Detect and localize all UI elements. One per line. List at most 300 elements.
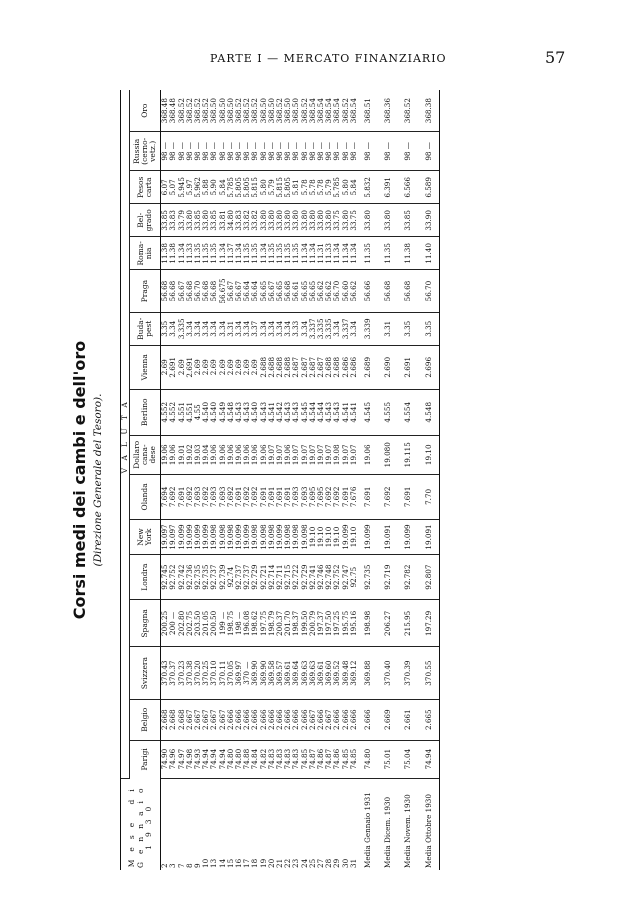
table-cell: 33.85	[194, 204, 202, 237]
table-cell: 98 —	[178, 132, 186, 171]
table-cell: 7.693	[219, 474, 227, 519]
table-cell: 7.693	[210, 474, 218, 519]
table-cell: 74.85	[350, 740, 358, 778]
table-cell: 4.554	[398, 389, 418, 435]
table-cell: 56.62	[325, 270, 333, 312]
table-cell: 92.735	[194, 554, 202, 599]
table-cell: 74.83	[268, 740, 276, 778]
table-cell: 98 —	[309, 132, 317, 171]
table-cell: 74.87	[325, 740, 333, 778]
table-cell: 19.098	[251, 519, 259, 554]
table-cell: 19.06	[227, 435, 235, 474]
table-cell: 5.84	[350, 171, 358, 204]
table-cell: 2.690	[378, 345, 398, 389]
table-cell: 33.80	[260, 204, 268, 237]
table-cell: 92.735	[358, 554, 378, 599]
table-cell: 2.686	[342, 345, 350, 389]
row-label: 8	[184, 863, 194, 868]
table-cell: 11.35	[276, 237, 284, 270]
table-cell: 33.83	[169, 204, 177, 237]
table-cell: 2.686	[350, 345, 358, 389]
col-header-date: Mese di Gennaio 1930	[121, 778, 161, 870]
row-label: 24	[299, 858, 309, 868]
table-cell: 19.06	[358, 435, 378, 474]
table-cell: 56.68	[378, 270, 398, 312]
table-cell: 33.80	[284, 204, 292, 237]
table-cell: 370.55	[419, 647, 440, 699]
table-cell: 4.549	[219, 389, 227, 435]
table-cell: 5.78	[301, 171, 309, 204]
table-cell: 369.57	[276, 647, 284, 699]
row-label: 3	[168, 863, 178, 868]
table-cell: 92.711	[276, 554, 284, 599]
table-cell: 368.54	[333, 90, 341, 132]
table-cell: 56.61	[292, 270, 300, 312]
table-cell: 92.746	[317, 554, 325, 599]
table-cell: 368.54	[350, 90, 358, 132]
table-cell: 98 —	[350, 132, 358, 171]
table-cell: 92.721	[260, 554, 268, 599]
table-cell: 2.687	[292, 345, 300, 389]
table-cell: 7.691	[284, 474, 292, 519]
table-cell: 92.729	[251, 554, 259, 599]
table-cell: 92.782	[398, 554, 418, 599]
table-cell: 11.34	[301, 237, 309, 270]
table-cell: 368.36	[378, 90, 398, 132]
table-cell: 368.52	[251, 90, 259, 132]
table-cell: 5.785	[333, 171, 341, 204]
table-cell: 98 —	[333, 132, 341, 171]
table-cell: 2.687	[317, 345, 325, 389]
table-cell: 19.02	[186, 435, 194, 474]
table-cell: 92.752	[169, 554, 177, 599]
col-header-parigi: Parigi	[130, 740, 161, 778]
table-cell: 19.06	[219, 435, 227, 474]
table-cell: 4.542	[276, 389, 284, 435]
table-cell: 56.67	[178, 270, 186, 312]
table-row	[350, 90, 358, 870]
table-cell: 5.90	[210, 171, 218, 204]
table-cell: 5.80	[342, 171, 350, 204]
table-cell: 19.10	[317, 519, 325, 554]
table-cell: 92.807	[419, 554, 440, 599]
table-cell: 4.543	[333, 389, 341, 435]
table-cell: 19.099	[186, 519, 194, 554]
table-cell: 33.80	[301, 204, 309, 237]
table-cell: 370.40	[378, 647, 398, 699]
table-cell: 7.70	[419, 474, 440, 519]
table-cell: 98 —	[194, 132, 202, 171]
table-cell: 370.25	[202, 647, 210, 699]
table-cell: 11.34	[260, 237, 268, 270]
table-cell: 56.65	[309, 270, 317, 312]
table-cell: 56.67	[227, 270, 235, 312]
table-cell: 197.29	[419, 600, 440, 647]
table-cell: 19.097	[169, 519, 177, 554]
table-cell: 7.691	[235, 474, 243, 519]
table-cell: 5.832	[358, 171, 378, 204]
table-cell: 4.552	[161, 389, 170, 435]
table-cell: 33.80	[186, 204, 194, 237]
table-cell: 19.098	[301, 519, 309, 554]
table-cell: 370.10	[210, 647, 218, 699]
table-cell: 2.667	[202, 699, 210, 740]
row-label: 28	[324, 858, 334, 868]
table-cell: 11.35	[292, 237, 300, 270]
page-number: 57	[545, 48, 566, 67]
table-cell: 198.98	[358, 600, 378, 647]
col-header-berlino: Berlino	[130, 389, 161, 435]
col-header-olanda: Olanda	[130, 474, 161, 519]
table-cell: 2.666	[268, 699, 276, 740]
table-cell: 368.48	[169, 90, 177, 132]
table-cell: 4.541	[342, 389, 350, 435]
table-cell: 75.04	[398, 740, 418, 778]
table-cell: 5.97	[186, 171, 194, 204]
table-cell: 19.07	[325, 435, 333, 474]
table-cell: 2.667	[186, 699, 194, 740]
table-cell: 92.742	[178, 554, 186, 599]
table-cell: 74.82	[260, 740, 268, 778]
table-cell: 7.691	[342, 474, 350, 519]
table-cell: 3.34	[210, 312, 218, 345]
running-title: PARTE I — MERCATO FINANZIARIO	[210, 52, 447, 65]
table-cell: 7.693	[292, 474, 300, 519]
table-cell: 3.34	[333, 312, 341, 345]
table-cell: 33.81	[219, 204, 227, 237]
table-cell: 56.68	[398, 270, 418, 312]
table-cell: 3.31	[227, 312, 235, 345]
table-cell: 33.83	[235, 204, 243, 237]
table-cell: 368.50	[219, 90, 227, 132]
row-label: 30	[340, 858, 350, 868]
table-cell: 92.75	[350, 554, 358, 599]
table-cell: 2.668	[169, 699, 177, 740]
table-cell: 369.88	[358, 647, 378, 699]
table-cell: 33.80	[325, 204, 333, 237]
table-cell: 98 —	[301, 132, 309, 171]
table-cell: 6.566	[398, 171, 418, 204]
table-cell: 7.692	[325, 474, 333, 519]
table-cell: 368.52	[194, 90, 202, 132]
table-cell: 11.35	[251, 237, 259, 270]
table-cell: 369.63	[309, 647, 317, 699]
table-cell: 3.335	[178, 312, 186, 345]
table-cell: 368.50	[268, 90, 276, 132]
table-cell: 370.38	[186, 647, 194, 699]
table-cell: 368.51	[358, 90, 378, 132]
table-cell: 33.80	[309, 204, 317, 237]
table-cell: 74.88	[243, 740, 251, 778]
table-cell: 98 —	[243, 132, 251, 171]
table-cell: 7.692	[202, 474, 210, 519]
table-cell: 7.692	[378, 474, 398, 519]
table-cell: 5.80	[260, 171, 268, 204]
table-cell: 368.52	[243, 90, 251, 132]
table-cell: 2.688	[333, 345, 341, 389]
table-cell: 2.69	[251, 345, 259, 389]
table-cell: 19.04	[202, 435, 210, 474]
table-cell: 5.805	[235, 171, 243, 204]
table-cell: 7.691	[260, 474, 268, 519]
row-label: 27	[316, 858, 326, 868]
table-cell: 7.692	[186, 474, 194, 519]
table-cell: 3.34	[276, 312, 284, 345]
table-cell: 2.688	[325, 345, 333, 389]
table-cell: 11.38	[398, 237, 418, 270]
table-cell: 98 —	[186, 132, 194, 171]
table-cell: 369.61	[284, 647, 292, 699]
table-cell: 3.337	[309, 312, 317, 345]
table-cell: 98 —	[202, 132, 210, 171]
table-cell: 195.75	[342, 600, 350, 647]
table-cell: 370.39	[398, 647, 418, 699]
table-cell: 74.87	[309, 740, 317, 778]
table-cell: 368.50	[260, 90, 268, 132]
table-cell: 4.541	[350, 389, 358, 435]
table-cell: 74.85	[301, 740, 309, 778]
table-cell: 98 —	[317, 132, 325, 171]
table-cell: 56.70	[194, 270, 202, 312]
table-cell: 33.80	[317, 204, 325, 237]
row-label: Media Gennaio 1931	[363, 792, 373, 868]
table-cell: 56.68	[169, 270, 177, 312]
table-cell: 98 —	[358, 132, 378, 171]
table-cell: 2.666	[276, 699, 284, 740]
table-cell: 2.69	[219, 345, 227, 389]
table-cell: 98 —	[419, 132, 440, 171]
table-cell: 74.94	[219, 740, 227, 778]
table-cell: 5.945	[178, 171, 186, 204]
table-cell: 198.37	[292, 600, 300, 647]
table-cell: 198.79	[268, 600, 276, 647]
table-cell: 2.691	[398, 345, 418, 389]
table-cell: 202.75	[186, 600, 194, 647]
table-cell: 2.666	[284, 699, 292, 740]
table-cell: 19.099	[178, 519, 186, 554]
table-cell: 2.667	[219, 699, 227, 740]
table-cell: 369.90	[251, 647, 259, 699]
table-cell: 4.548	[419, 389, 440, 435]
table-cell: 2.666	[235, 699, 243, 740]
table-cell: 19.099	[398, 519, 418, 554]
table-cell: 11.33	[186, 237, 194, 270]
table-cell: 6.589	[419, 171, 440, 204]
table-cell: 3.37	[251, 312, 259, 345]
table-cell: 19.07	[350, 435, 358, 474]
table-cell: 199.50	[301, 600, 309, 647]
table-cell: 3.33	[292, 312, 300, 345]
table-cell: 19.08	[333, 435, 341, 474]
table-cell: 3.34	[235, 312, 243, 345]
table-cell: 74.83	[284, 740, 292, 778]
table-cell: 74.94	[202, 740, 210, 778]
table-cell: 7.691	[178, 474, 186, 519]
table-cell: 19.115	[398, 435, 418, 474]
table-cell: 3.35	[419, 312, 440, 345]
table-cell: 2.687	[309, 345, 317, 389]
table-cell: 19.10	[350, 519, 358, 554]
table-cell: 197.50	[325, 600, 333, 647]
table-cell: 197.75	[260, 600, 268, 647]
table-cell: 2.669	[378, 699, 398, 740]
table-cell: 19.07	[292, 435, 300, 474]
table-cell: 198.62	[251, 600, 259, 647]
table-cell: 2.668	[178, 699, 186, 740]
rotated-table-area	[70, 90, 640, 870]
table-cell: 3.34	[260, 312, 268, 345]
table-cell: 92.729	[301, 554, 309, 599]
table-cell: 98 —	[260, 132, 268, 171]
table-cell: 98 —	[398, 132, 418, 171]
table-cell: 11.37	[227, 237, 235, 270]
table-cell: 33.80	[202, 204, 210, 237]
table-cell: 11.35	[358, 237, 378, 270]
table-cell: 75.01	[378, 740, 398, 778]
row-label: Media Novem. 1930	[403, 794, 413, 868]
table-cell: 369.64	[292, 647, 300, 699]
table-cell: 2.668	[161, 699, 170, 740]
row-label: 7	[176, 863, 186, 868]
table-cell: 19.07	[268, 435, 276, 474]
table-cell: 19.06	[169, 435, 177, 474]
table-cell: 368.52	[186, 90, 194, 132]
table-cell: 4.543	[292, 389, 300, 435]
row-label: 9	[193, 863, 203, 868]
row-label: 31	[348, 858, 358, 868]
table-cell: 5.815	[276, 171, 284, 204]
table-cell: 19.091	[378, 519, 398, 554]
table-cell: 11.35	[243, 237, 251, 270]
table-cell: 33.82	[243, 204, 251, 237]
table-cell: 92.737	[243, 554, 251, 599]
rotated-content	[70, 90, 570, 870]
table-cell: 19.10	[333, 519, 341, 554]
col-header-svizzera: Svizzera	[130, 647, 161, 699]
table-cell: 2.666	[251, 699, 259, 740]
table-cell: 74.83	[276, 740, 284, 778]
table-cell: 19.01	[178, 435, 186, 474]
table-cell: 11.38	[169, 237, 177, 270]
table-cell: 19.099	[194, 519, 202, 554]
table-cell: 19.07	[342, 435, 350, 474]
table-cell: 2.691	[186, 345, 194, 389]
table-cell: 4.543	[284, 389, 292, 435]
table-cell: 11.31	[317, 237, 325, 270]
table-cell: 3.34	[219, 312, 227, 345]
table-cell: 19.098	[268, 519, 276, 554]
table-cell: 4.543	[235, 389, 243, 435]
table-cell: 33.85	[210, 204, 218, 237]
table-cell: 92.741	[309, 554, 317, 599]
average-row	[358, 90, 378, 870]
table-cell: 56.68	[210, 270, 218, 312]
table-cell: 74.98	[186, 740, 194, 778]
table-cell: 11.34	[219, 237, 227, 270]
col-header-londra: Londra	[130, 554, 161, 599]
table-cell: 4.545	[358, 389, 378, 435]
table-cell: 2.667	[194, 699, 202, 740]
table-cell: 98 —	[219, 132, 227, 171]
table-cell: 200 —	[169, 600, 177, 647]
table-cell: 19.10	[325, 519, 333, 554]
table-cell: 56.67	[268, 270, 276, 312]
table-cell: 33.82	[251, 204, 259, 237]
table-cell: 3.34	[202, 312, 210, 345]
table-cell: 3.34	[186, 312, 194, 345]
table-cell: 2.696	[419, 345, 440, 389]
table-cell: 4.551	[186, 389, 194, 435]
table-cell: 370.43	[161, 647, 170, 699]
table-cell: 200.50	[210, 600, 218, 647]
row-label: 23	[291, 858, 301, 868]
table-cell: 7.695	[309, 474, 317, 519]
table-cell: 33.79	[178, 204, 186, 237]
col-header-oro: Oro	[130, 90, 161, 132]
table-cell: 369.48	[342, 647, 350, 699]
table-cell: 369.52	[333, 647, 341, 699]
table-cell: 2.665	[419, 699, 440, 740]
table-cell: 369.12	[350, 647, 358, 699]
table-cell: 2.687	[301, 345, 309, 389]
table-cell: 19.098	[210, 519, 218, 554]
table-cell: 11.35	[210, 237, 218, 270]
table-cell: 11.35	[268, 237, 276, 270]
table-cell: 92.74	[227, 554, 235, 599]
table-cell: 56.70	[333, 270, 341, 312]
table-cell: 5.84	[219, 171, 227, 204]
table-cell: 369.97	[235, 647, 243, 699]
table-cell: 3.335	[317, 312, 325, 345]
col-header-vienna: Vienna	[130, 345, 161, 389]
table-cell: 7.693	[301, 474, 309, 519]
col-header-budapest: Buda-pest	[130, 312, 161, 345]
table-cell: 98 —	[161, 132, 170, 171]
table-cell: 98 —	[251, 132, 259, 171]
table-cell: 7.692	[243, 474, 251, 519]
table-cell: 98 —	[169, 132, 177, 171]
table-cell: 5.962	[194, 171, 202, 204]
table-cell: 2.667	[325, 699, 333, 740]
table-cell: 2.69	[202, 345, 210, 389]
table-cell: 4.543	[243, 389, 251, 435]
table-cell: 370.11	[219, 647, 227, 699]
col-header-dollaro: Dollaro cana-dese	[130, 435, 161, 474]
table-cell: 198.75	[227, 600, 235, 647]
table-cell: 19.10	[419, 435, 440, 474]
table-cell: 6.07	[161, 171, 170, 204]
table-cell: 74.83	[292, 740, 300, 778]
page-header	[0, 48, 642, 72]
table-cell: 2.661	[398, 699, 418, 740]
table-cell: 368.50	[284, 90, 292, 132]
table-cell: 56.64	[251, 270, 259, 312]
table-cell: 368.54	[325, 90, 333, 132]
table-cell: 19.098	[219, 519, 227, 554]
table-cell: 5.785	[227, 171, 235, 204]
table-cell: 7.692	[333, 474, 341, 519]
table-cell: 200.25	[161, 600, 170, 647]
col-header-pesos: Pesos carta	[130, 171, 161, 204]
table-cell: 4.543	[325, 389, 333, 435]
table-cell: 98 —	[227, 132, 235, 171]
table-cell: 19.06	[210, 435, 218, 474]
row-label: 20	[266, 858, 276, 868]
table-cell: 2.666	[260, 699, 268, 740]
table-cell: 5.88	[202, 171, 210, 204]
table-cell: 56.68	[186, 270, 194, 312]
table-cell: 3.337	[342, 312, 350, 345]
